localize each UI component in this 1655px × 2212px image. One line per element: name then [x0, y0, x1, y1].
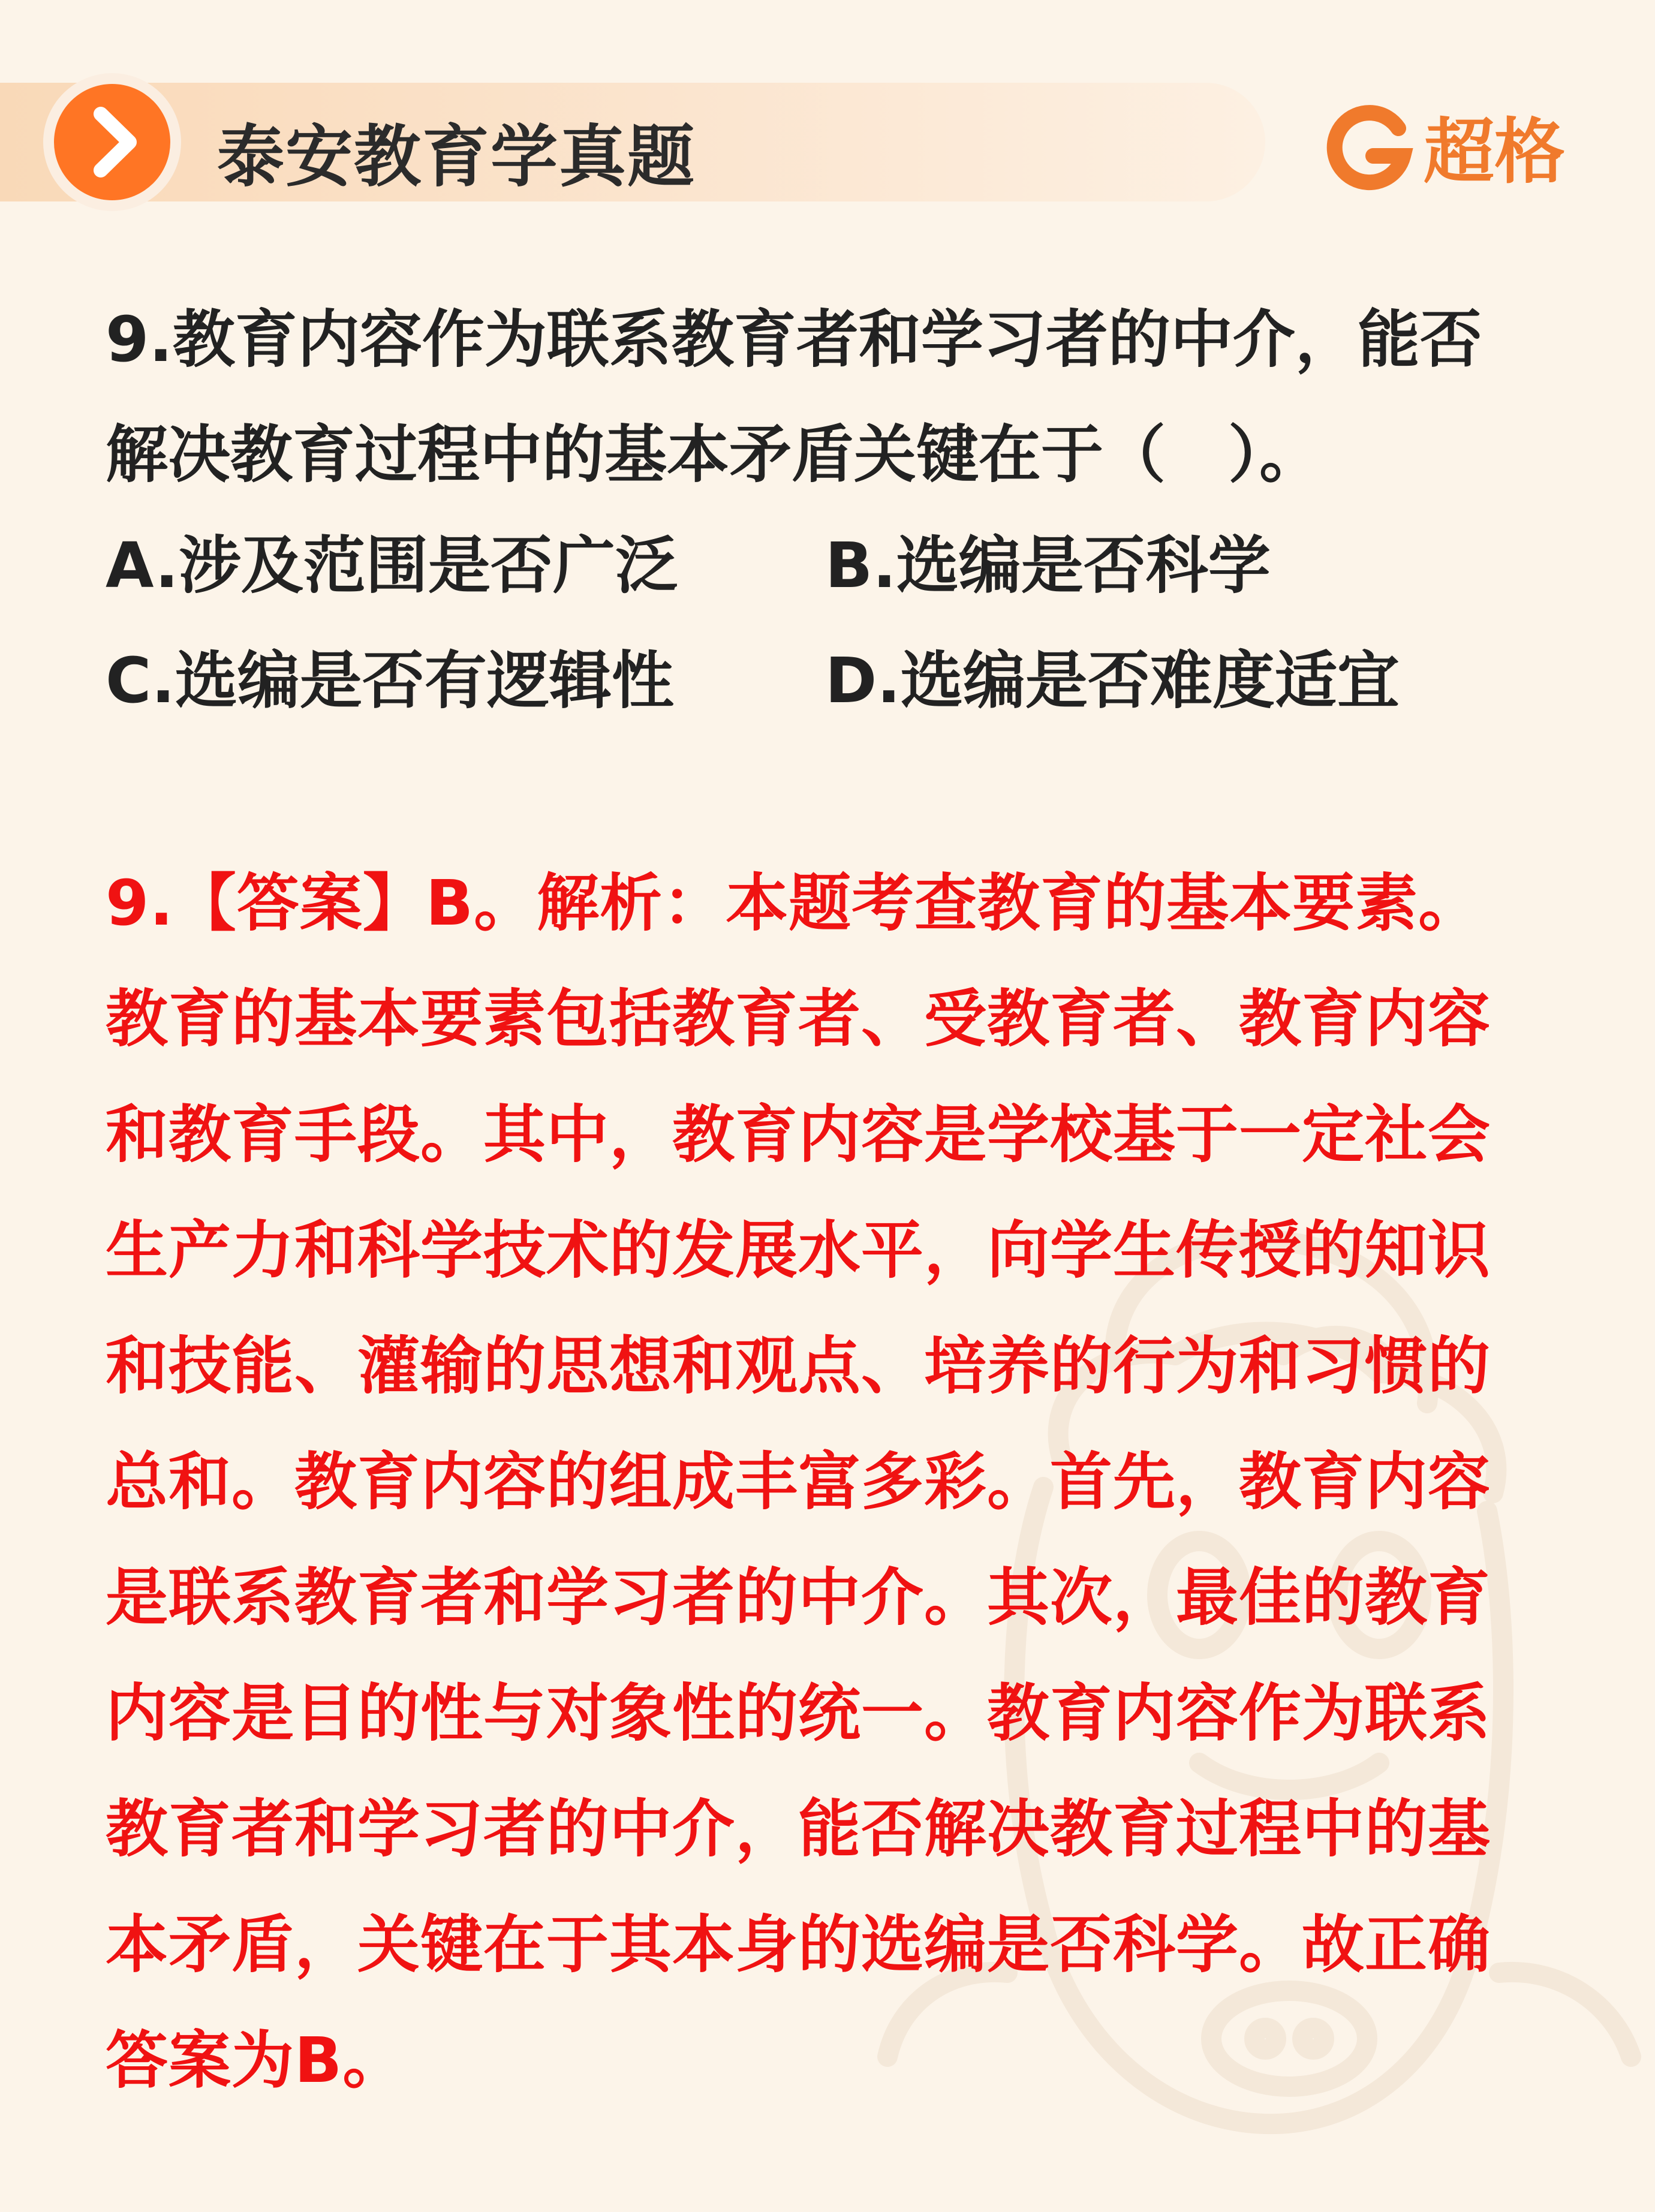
- answer-line: 是联系教育者和学习者的中介。其次，最佳的教育: [106, 1561, 1491, 1634]
- options-list: [106, 502, 1545, 733]
- question-stem: [106, 282, 1545, 512]
- answer-line: 答案为B。: [106, 2024, 406, 2097]
- option-b: B.选编是否科学: [825, 529, 1271, 602]
- header-badge: [43, 73, 181, 211]
- options-row: [106, 502, 1545, 618]
- logo-g-icon: [1325, 101, 1415, 191]
- option-d: D.选编是否难度适宜: [825, 644, 1400, 717]
- answer-line: 生产力和科学技术的发展水平，向学生传授的知识: [106, 1214, 1491, 1287]
- answer-line: 和教育手段。其中，教育内容是学校基于一定社会: [106, 1098, 1491, 1171]
- answer-line: 教育者和学习者的中介，能否解决教育过程中的基: [106, 1792, 1491, 1865]
- question-line: 9.教育内容作为联系教育者和学习者的中介，能否: [106, 303, 1482, 376]
- chevron-right-icon: [54, 84, 170, 200]
- answer-line: 9.【答案】B。解析：本题考查教育的基本要素。: [106, 866, 1482, 940]
- option-c: C.选编是否有逻辑性: [106, 644, 674, 717]
- logo-text: 超格: [1424, 110, 1566, 193]
- brand-logo: [1325, 101, 1565, 191]
- question-line: 解决教育过程中的基本矛盾关键在于（ ）。: [106, 418, 1322, 491]
- answer-line: 内容是目的性与对象性的统一。教育内容作为联系: [106, 1677, 1491, 1750]
- answer-line: 教育的基本要素包括教育者、受教育者、教育内容: [106, 982, 1491, 1055]
- options-row: [106, 618, 1545, 733]
- answer-explanation: [106, 845, 1545, 2118]
- page-title: 泰安教育学真题: [217, 118, 696, 196]
- answer-line: 总和。教育内容的组成丰富多彩。首先，教育内容: [106, 1445, 1491, 1518]
- option-a: A.涉及范围是否广泛: [106, 529, 678, 602]
- answer-line: 和技能、灌输的思想和观点、培养的行为和习惯的: [106, 1329, 1491, 1403]
- answer-line: 本矛盾，关键在于其本身的选编是否科学。故正确: [106, 1908, 1491, 1981]
